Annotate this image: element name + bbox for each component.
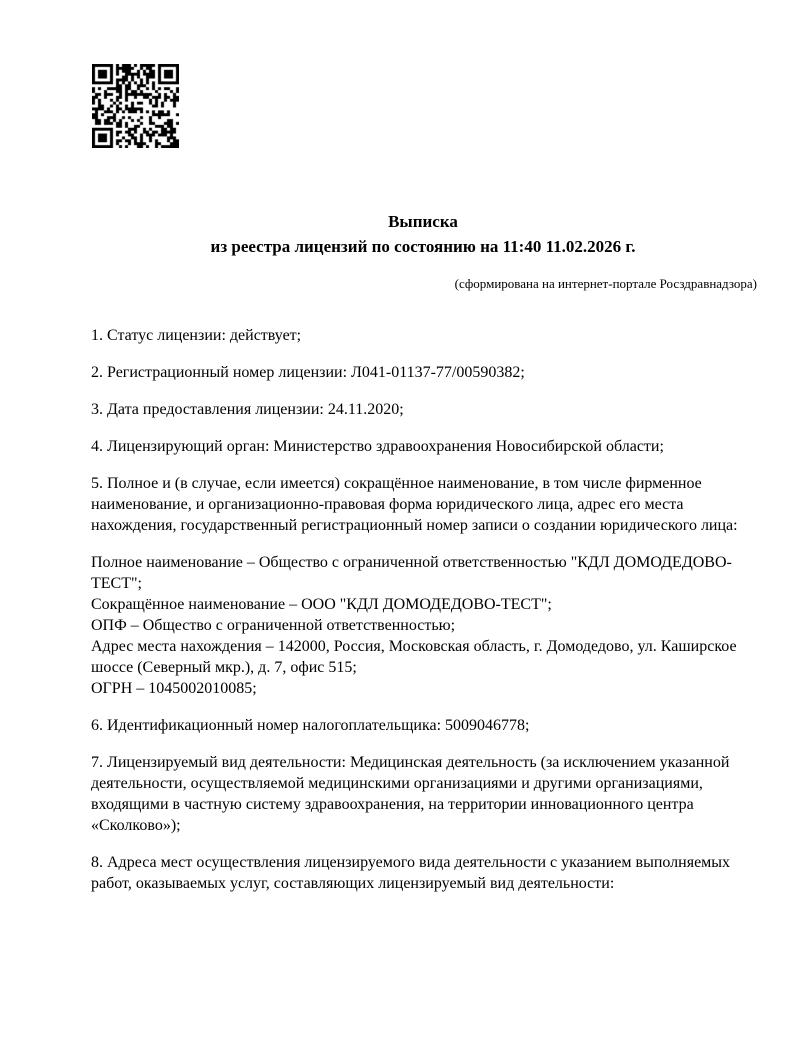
title-line-1: Выписка [388, 212, 458, 231]
clause-license-status: 1. Статус лицензии: действует; [91, 327, 302, 344]
clause-org-names-intro: 5. Полное и (в случае, если имеется) сокращённое наименование, в том числе фирменное наименование, и организационно-правовая форма юридического лица, адрес его места нахождения, государственный регистрационный номер записи о создании юридического лица: [91, 475, 738, 534]
document-title [91, 209, 755, 259]
org-short-name: Сокращённое наименование – ООО "КДЛ ДОМОДЕДОВО-ТЕСТ"; [91, 596, 552, 613]
clause-registration-number: 2. Регистрационный номер лицензии: Л041-01137-77/00590382; [91, 364, 525, 381]
clause-grant-date: 3. Дата предоставления лицензии: 24.11.2020; [91, 401, 404, 418]
clause-activity-addresses: 8. Адреса мест осуществления лицензируемого вида деятельности с указанием выполняемых работ, оказываемых услуг, составляющих лицензируемый вид деятельности: [91, 854, 731, 892]
organization-details-block [91, 552, 755, 699]
clause-licensing-authority: 4. Лицензирующий орган: Министерство здравоохранения Новосибирской области; [91, 438, 664, 455]
org-address: Адрес места нахождения – 142000, Россия, Московская область, г. Домодедово, ул. Каширское шоссе (Северный мкр.), д. 7, офис 515; [91, 638, 737, 676]
qr-code-icon [92, 64, 179, 148]
formation-note: (сформирована на интернет-портале Росздравнадзора) [454, 276, 757, 291]
org-ogrn: ОГРН – 1045002010085; [91, 680, 257, 697]
document-body [91, 325, 755, 910]
clause-inn: 6. Идентификационный номер налогоплательщика: 5009046778; [91, 717, 530, 734]
org-opf: ОПФ – Общество с ограниченной ответственностью; [91, 617, 456, 634]
title-line-2: из реестра лицензий по состоянию на 11:40 11.02.2026 г. [210, 237, 636, 256]
clause-licensed-activity: 7. Лицензируемый вид деятельности: Медицинская деятельность (за исключением указанной деятельности, осуществляемой медицинскими организациями и другими организациями, входящими в частную систему здравоохранения, на территории инновационного центра «Сколково»); [91, 754, 730, 834]
org-full-name: Полное наименование – Общество с ограниченной ответственностью "КДЛ ДОМОДЕДОВО-ТЕСТ"; [91, 554, 732, 592]
